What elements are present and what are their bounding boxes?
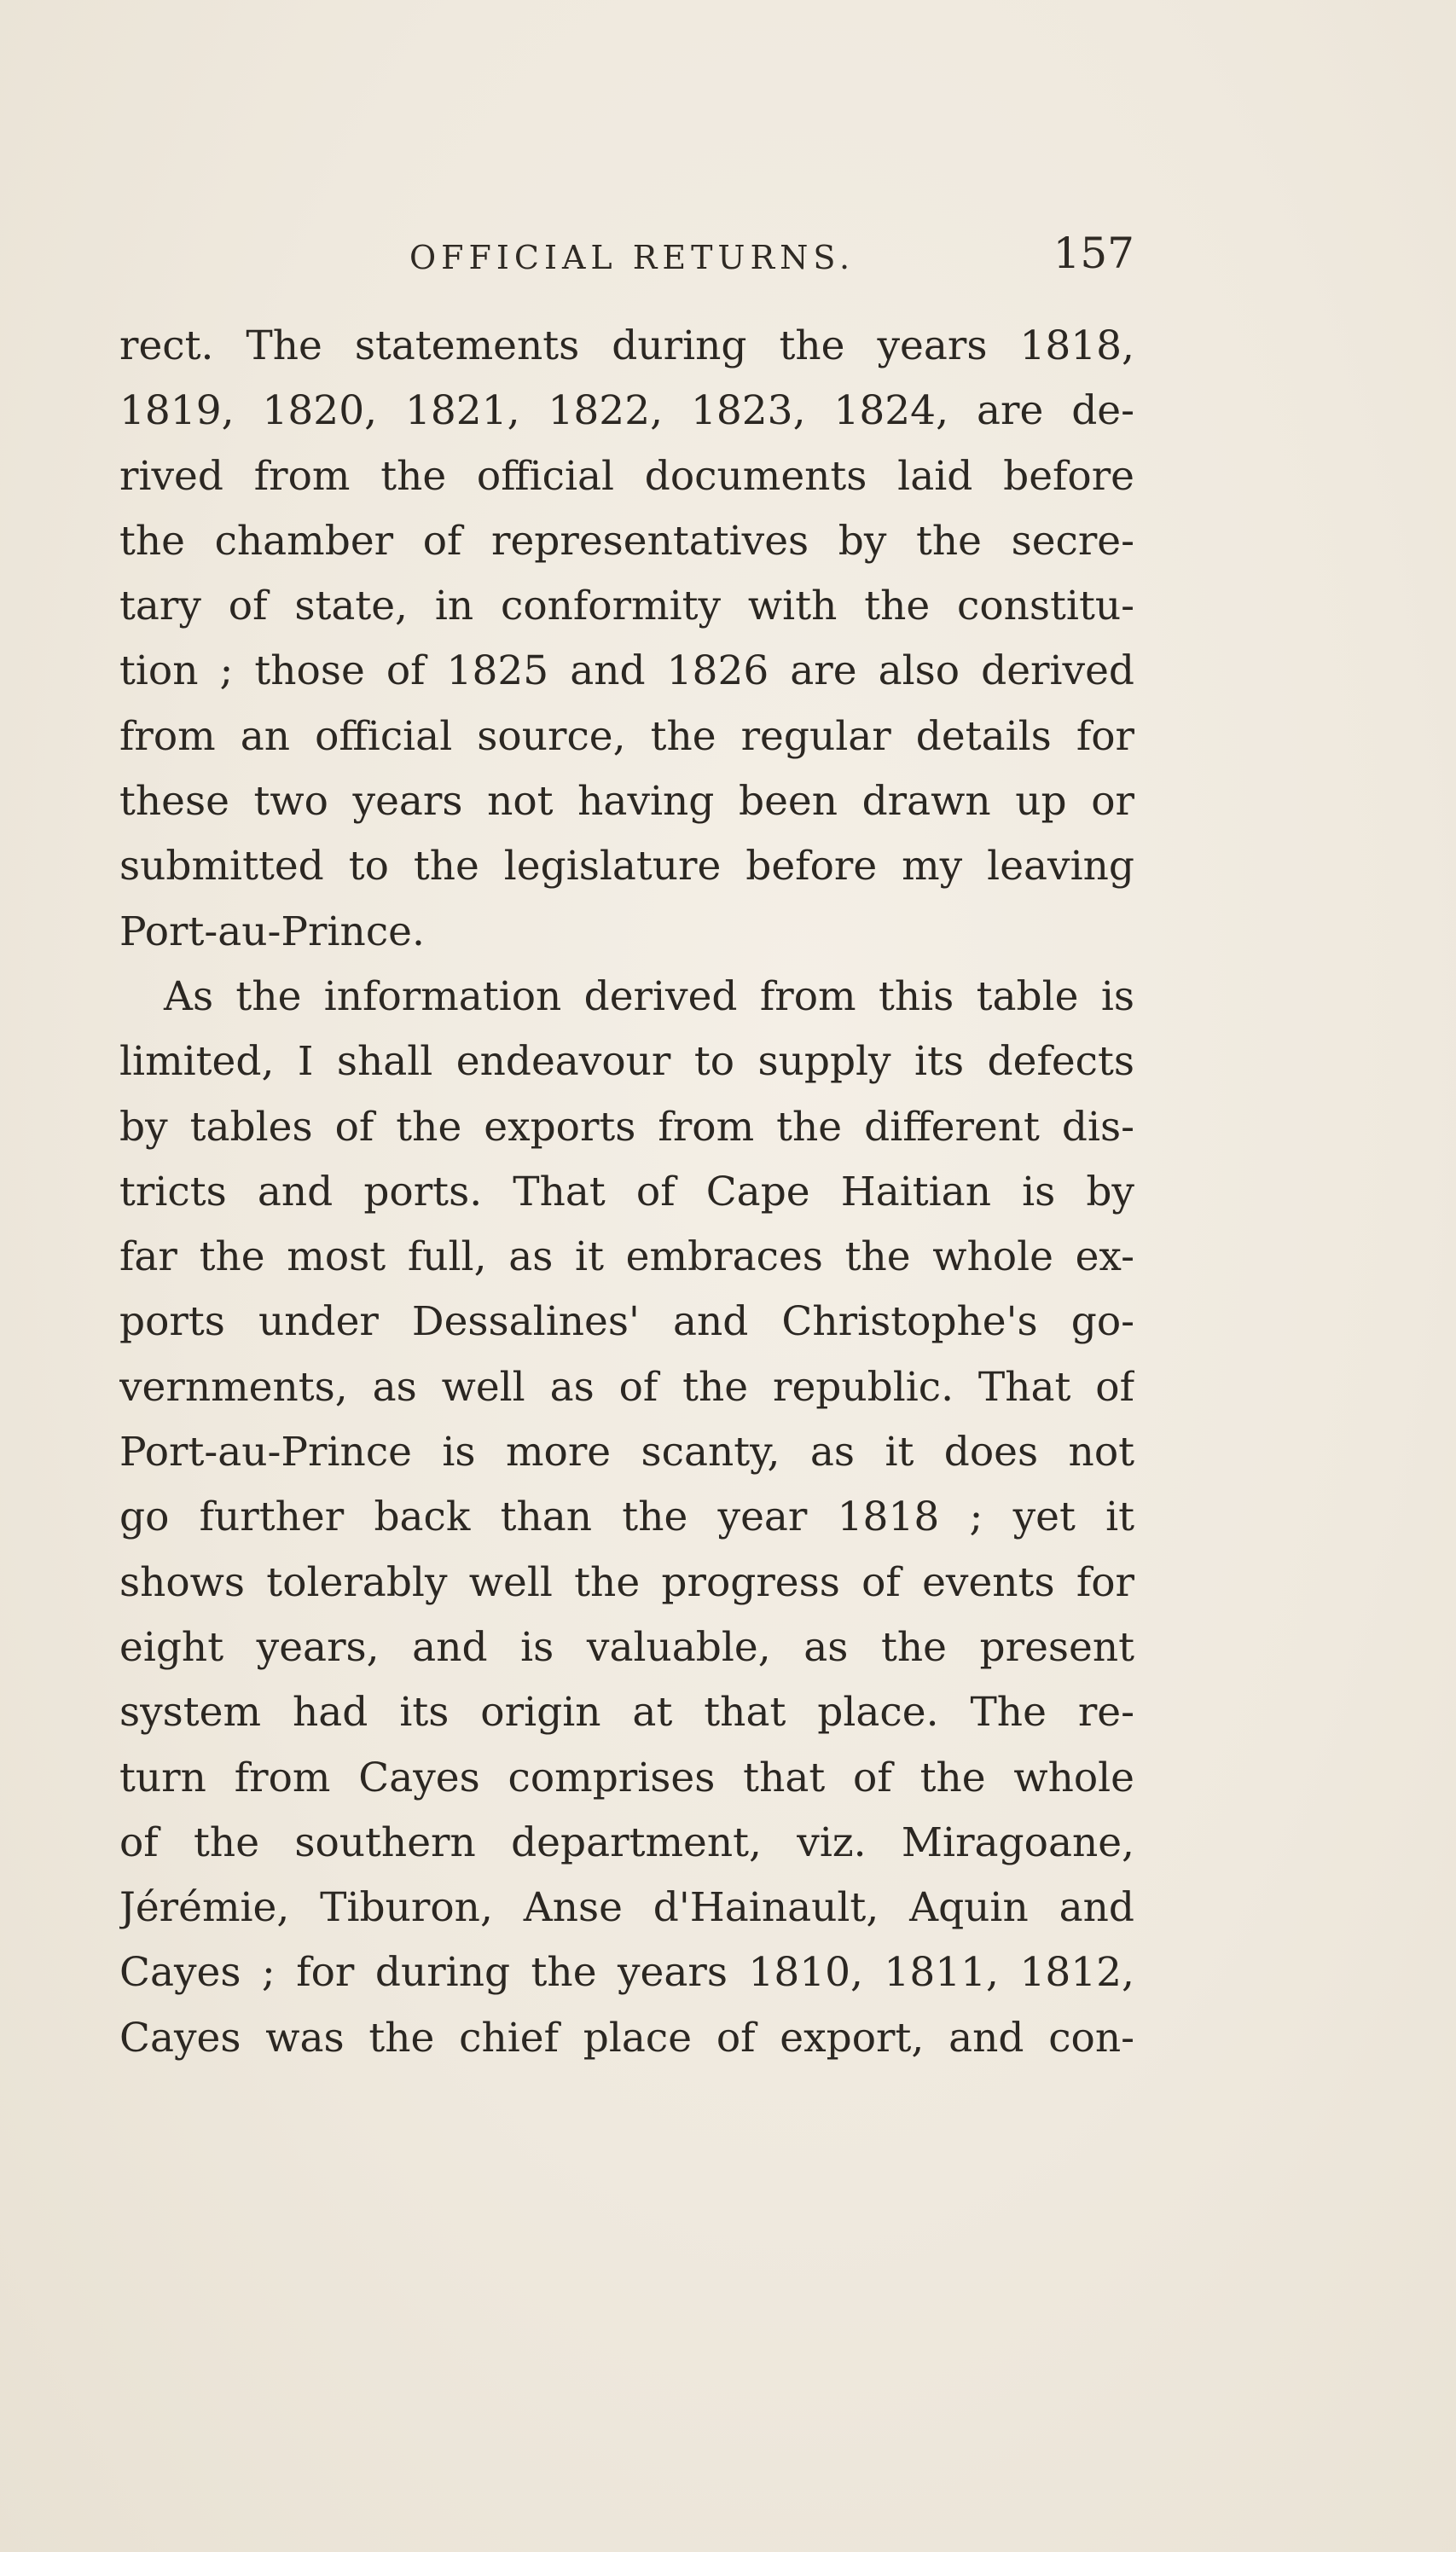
- text-line: Port-au-Prince is more scanty, as it does not: [119, 1429, 1134, 1476]
- text-line: far the most full, as it embraces the whole ex-: [119, 1233, 1134, 1281]
- text-line: vernments, as well as of the republic. That of: [119, 1363, 1134, 1411]
- text-line: turn from Cayes comprises that of the whole: [119, 1754, 1134, 1801]
- text-line: go further back than the year 1818 ; yet it: [119, 1494, 1134, 1541]
- text-line: As the information derived from this table is: [164, 972, 1134, 1020]
- text-line: submitted to the legislature before my leaving: [119, 843, 1134, 890]
- text-line: shows tolerably well the progress of events for: [119, 1558, 1134, 1606]
- text-line: ports under Dessalines' and Christophe's go-: [119, 1298, 1134, 1346]
- text-line: rect. The statements during the years 1818,: [119, 322, 1134, 369]
- text-line: tion ; those of 1825 and 1826 are also derived: [119, 647, 1134, 695]
- text-line: Cayes was the chief place of export, and con-: [119, 2014, 1134, 2062]
- text-line: Port-au-Prince.: [119, 908, 425, 955]
- text-line: tricts and ports. That of Cape Haitian is by: [119, 1168, 1134, 1215]
- text-line: 1819, 1820, 1821, 1822, 1823, 1824, are de-: [119, 387, 1134, 435]
- text-line: eight years, and is valuable, as the present: [119, 1623, 1134, 1671]
- running-title: OFFICIAL RETURNS.: [409, 239, 856, 276]
- text-line: Jérémie, Tiburon, Anse d'Hainault, Aquin and: [119, 1884, 1134, 1932]
- body-text: [119, 314, 1134, 2071]
- text-line: by tables of the exports from the different dis-: [119, 1103, 1134, 1151]
- text-line: tary of state, in conformity with the constitu-: [119, 583, 1134, 630]
- text-line: of the southern department, viz. Miragoane,: [119, 1818, 1134, 1866]
- page-number: 157: [1053, 229, 1134, 278]
- page-header: [119, 229, 1134, 288]
- text-line: limited, I shall endeavour to supply its defects: [119, 1038, 1134, 1086]
- text-line: system had its origin at that place. The re-: [119, 1689, 1134, 1737]
- text-line: the chamber of representatives by the secre-: [119, 517, 1134, 565]
- text-line: these two years not having been drawn up or: [119, 778, 1134, 826]
- text-line: from an official source, the regular details for: [119, 712, 1134, 760]
- text-line: Cayes ; for during the years 1810, 1811, 1812,: [119, 1949, 1134, 1997]
- text-line: rived from the official documents laid before: [119, 452, 1134, 500]
